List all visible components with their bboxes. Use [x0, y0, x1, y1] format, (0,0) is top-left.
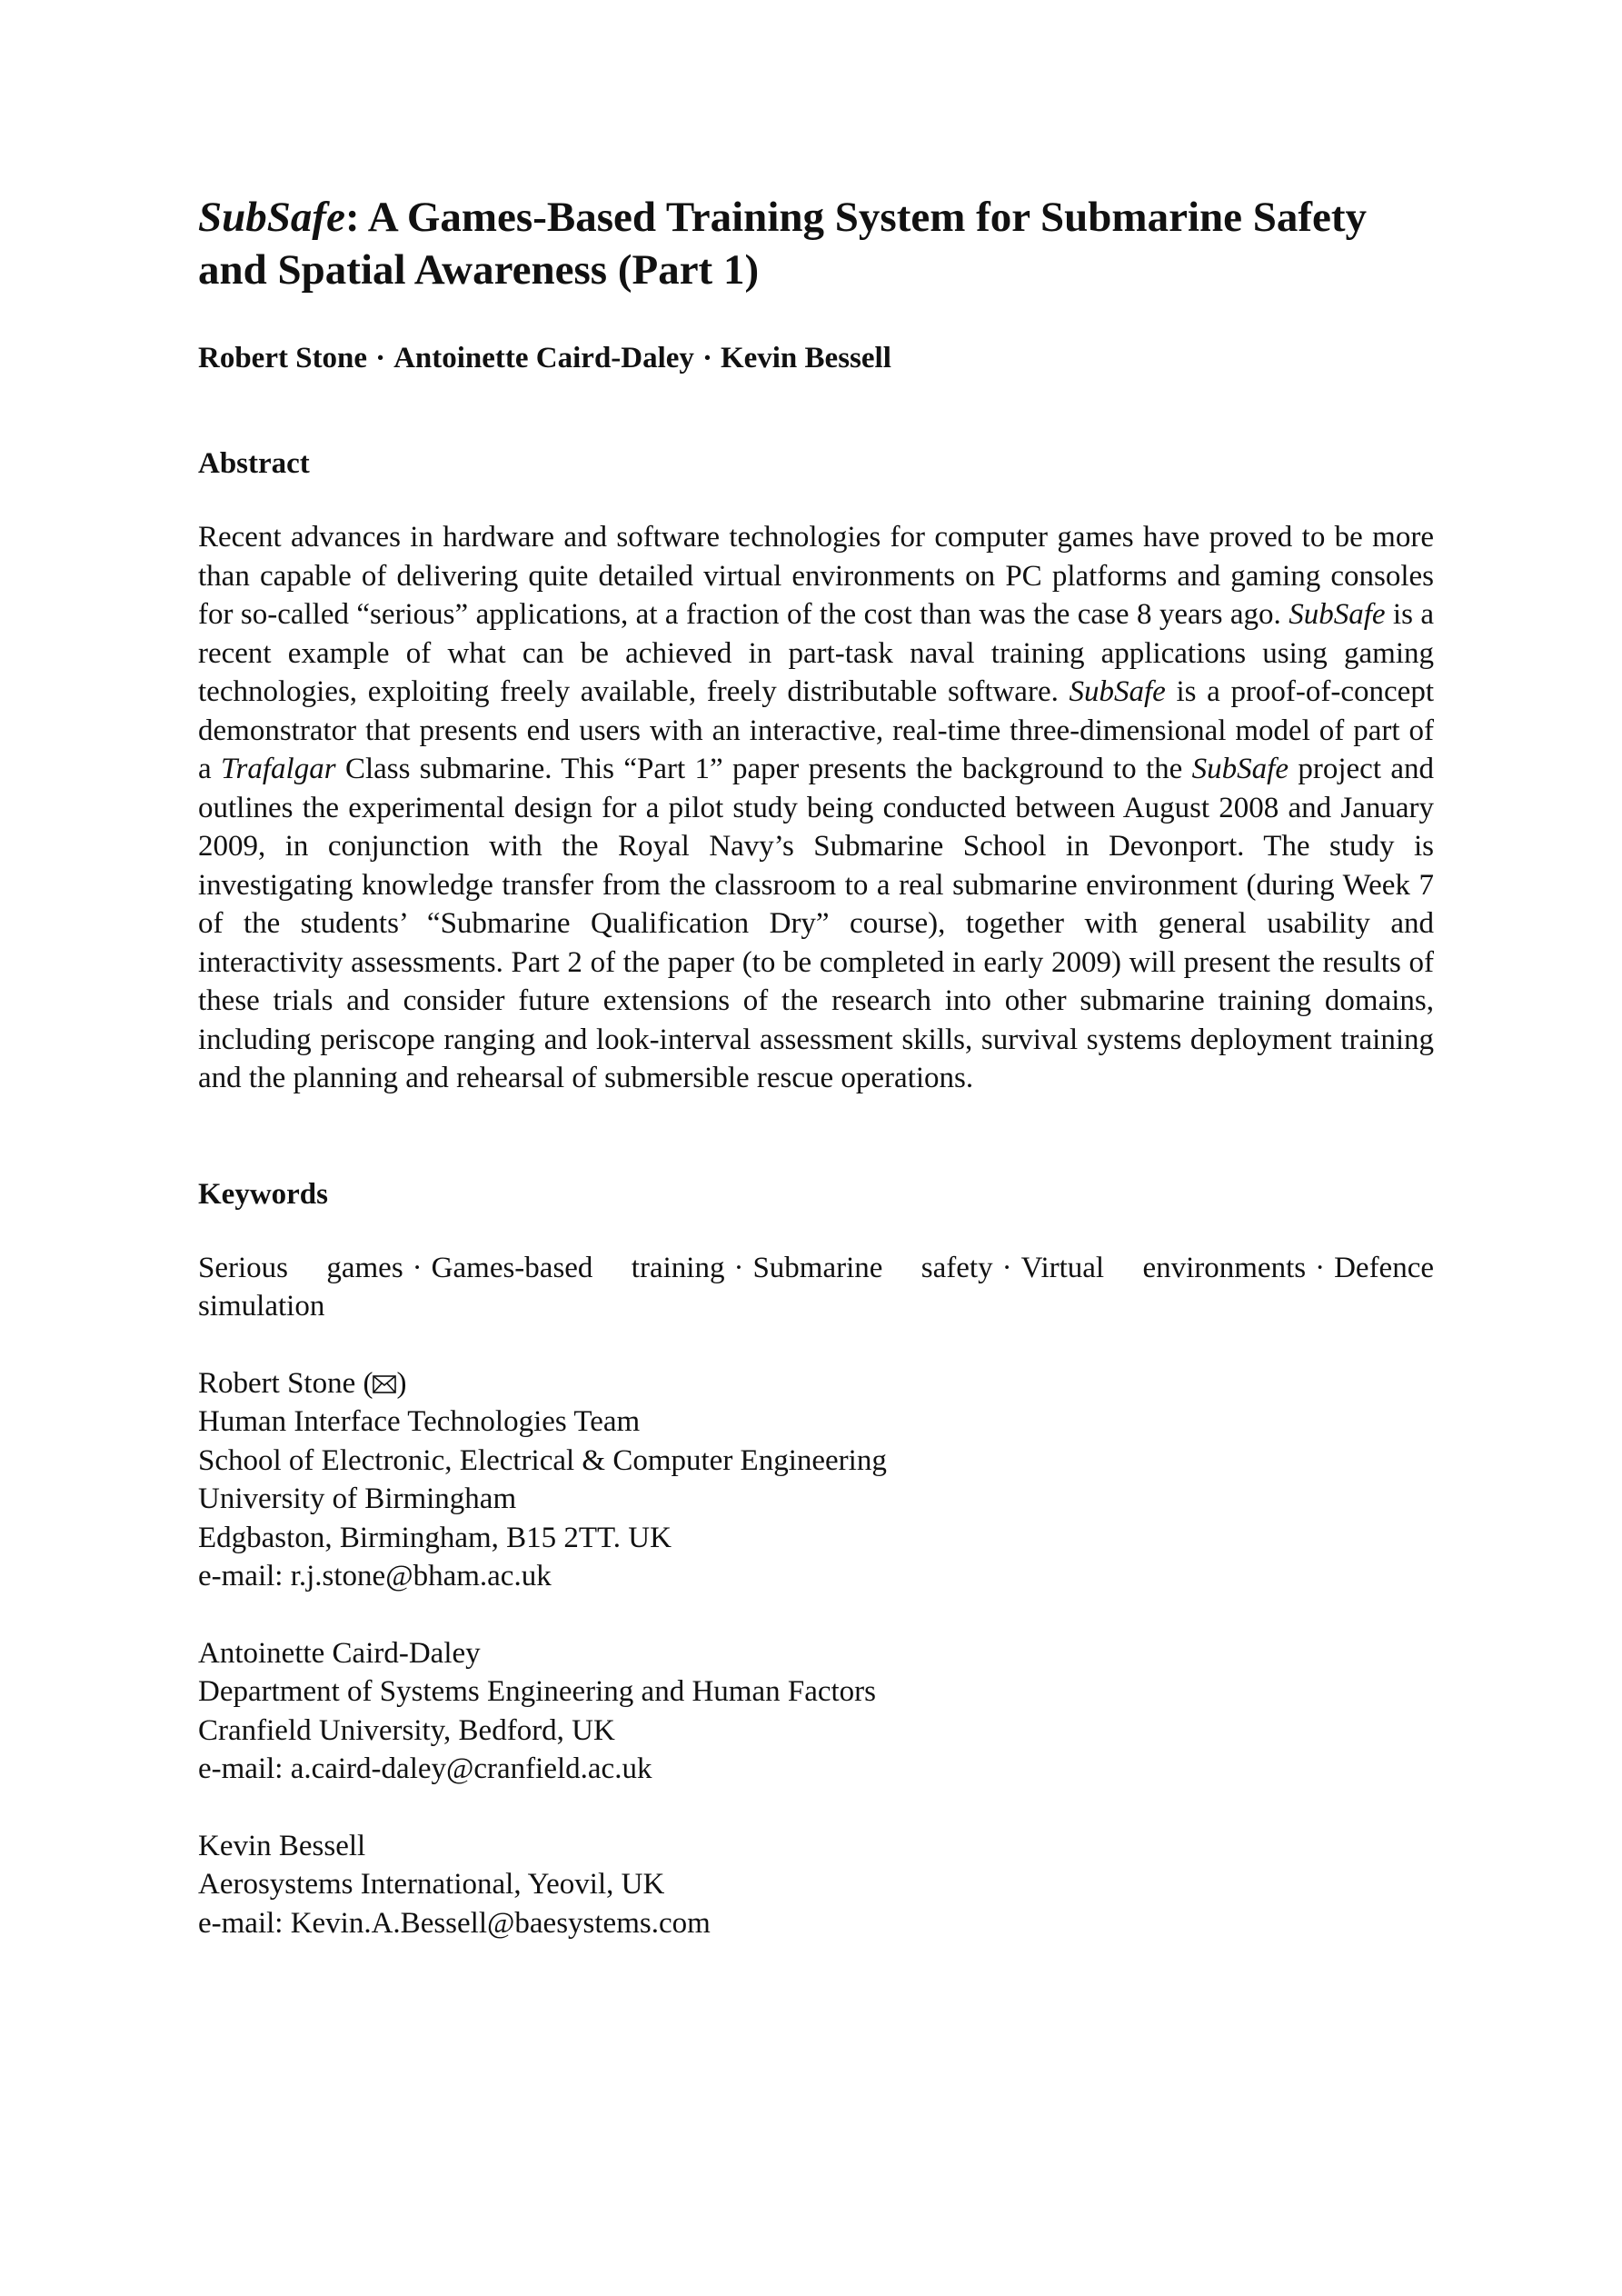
paper-title	[198, 191, 1434, 296]
author-name: Robert Stone	[198, 342, 368, 374]
affiliation-line: Edgbaston, Birmingham, B15 2TT. UK	[198, 1521, 672, 1554]
affiliation-line: School of Electronic, Electrical & Computer Engineering	[198, 1443, 887, 1477]
affiliation-line: Department of Systems Engineering and Human Factors	[198, 1675, 876, 1708]
abstract-heading: Abstract	[198, 447, 310, 480]
keyword-separator: ·	[412, 1251, 423, 1284]
keywords-list	[198, 1249, 1434, 1326]
affiliation-name-line: Robert Stone ( )	[198, 1366, 407, 1400]
abstract-text: Recent advances in hardware and software technologies for computer games have proved to be more than capable of delivering quite detailed virtual environments on PC platforms and gaming consoles for so-called “serious” applications, at a fraction of the cost than was the case 8 years ago.	[198, 521, 1434, 631]
affiliation-block	[198, 1634, 1434, 1789]
abstract-italic-term: SubSafe	[1069, 675, 1166, 708]
affiliation-email: e-mail: r.j.stone@bham.ac.uk	[198, 1560, 552, 1592]
keyword: Submarine safety	[752, 1251, 993, 1284]
title-italic-part: SubSafe	[198, 194, 345, 241]
author-separator: ·	[702, 342, 712, 374]
abstract-text: is a proof-of-concept demonstrator that presents end users with an interactive, real-time three-dimensional model of part of a	[198, 675, 1435, 785]
keywords-heading: Keywords	[198, 1177, 328, 1211]
abstract-body	[198, 518, 1434, 1098]
abstract-italic-term: Trafalgar	[221, 753, 336, 785]
affiliation-block	[198, 1364, 1434, 1596]
author-list	[198, 340, 1434, 376]
affiliation-name: Antoinette Caird-Daley	[198, 1636, 481, 1670]
envelope-icon	[373, 1375, 396, 1393]
keyword: Games-based training	[431, 1251, 725, 1284]
affiliation-block	[198, 1827, 1434, 1943]
affiliation-email: e-mail: Kevin.A.Bessell@baesystems.com	[198, 1906, 711, 1940]
keyword: Virtual environments	[1020, 1251, 1307, 1284]
abstract-text: is a recent example of what can be achieved in part-task naval training applications using gaming technologies, exploiting freely available, freely distributable software.	[198, 598, 1434, 708]
abstract-italic-term: SubSafe	[1191, 753, 1289, 785]
affiliation-name: Robert Stone	[198, 1366, 356, 1400]
affiliation-email: e-mail: a.caird-daley@cranfield.ac.uk	[198, 1752, 652, 1785]
abstract-text: project and outlines the experimental design for a pilot study being conducted between August 2008 and January 2009, in conjunction with the Royal Navy’s Submarine School in Devonport. The study is investigating knowledge transfer from the classroom to a real submarine environment (during Week 7 of the students’ “Submarine Qualification Dry” course), together with general usability and interactivity assessments. Part 2 of the paper (to be completed in early 2009) will present the results of these trials and consider future extensions of the research into other submarine training domains, including periscope ranging and look-interval assessment skills, survival systems deployment training and the planning and rehearsal of submersible rescue operations.	[198, 753, 1434, 1094]
author-name: Antoinette Caird-Daley	[393, 342, 694, 374]
affiliation-line: Human Interface Technologies Team	[198, 1405, 641, 1438]
keyword-separator: ·	[1001, 1251, 1012, 1284]
affiliation-line: Aerosystems International, Yeovil, UK	[198, 1868, 665, 1901]
title-rest: : A Games-Based Training System for Submarine Safety and Spatial Awareness (Part 1)	[198, 194, 1368, 294]
paper-page	[198, 191, 1434, 1942]
affiliation-name: Kevin Bessell	[198, 1829, 366, 1862]
affiliation-line: Cranfield University, Bedford, UK	[198, 1713, 615, 1747]
keyword-separator: ·	[1315, 1251, 1326, 1284]
keyword-separator: ·	[733, 1251, 744, 1284]
abstract-text: Class submarine. This “Part 1” paper presents the background to the	[335, 753, 1192, 785]
keyword: Serious games	[198, 1251, 403, 1284]
author-name: Kevin Bessell	[720, 342, 891, 374]
author-separator: ·	[375, 342, 386, 374]
keyword: Defence simulation	[198, 1251, 1435, 1323]
abstract-italic-term: SubSafe	[1289, 598, 1386, 631]
affiliation-line: University of Birmingham	[198, 1482, 517, 1515]
